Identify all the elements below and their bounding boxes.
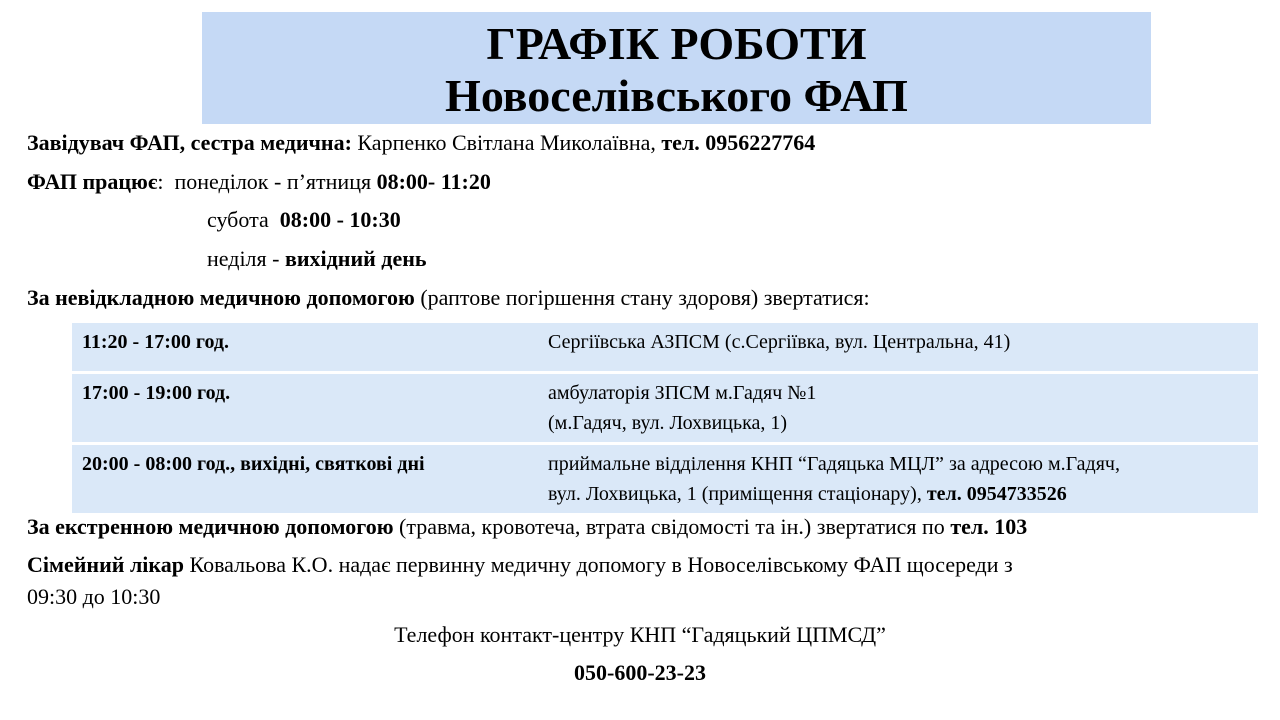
row-time: 11:20 - 17:00 год. (72, 323, 538, 371)
sunday-status: вихідний день (284, 246, 427, 271)
weekdays-hours: 08:00- 11:20 (376, 169, 491, 194)
row-place (538, 374, 1258, 442)
row-time: 20:00 - 08:00 год., вихідні, святкові дні (72, 445, 538, 513)
schedule-label: ФАП працює (27, 169, 158, 194)
saturday-hours: 08:00 - 10:30 (279, 207, 401, 232)
table-row (72, 374, 1258, 442)
family-doctor-text: Ковальова К.О. надає первинну медичну допомогу в Новоселівському ФАП щосереди з (189, 552, 1013, 577)
row-phone-label: тел. (926, 483, 962, 505)
row-phone: 0954733526 (966, 483, 1067, 505)
schedule-weekdays-line: ФАП працює: понеділок - п’ятниця 08:00- 11:20 (27, 169, 491, 194)
urgent-text: (раптове погіршення стану здоровя) звертатися: (420, 285, 870, 310)
table-row (72, 323, 1258, 371)
emergency-phone: тел. 103 (950, 514, 1028, 539)
row-place-line2-text: вул. Лохвицька, 1 (приміщення стаціонару), (548, 483, 922, 505)
row-place-line1: амбулаторія ЗПСМ м.Гадяч №1 (548, 382, 817, 404)
emergency-text: (травма, кровотеча, втрата свідомості та ін.) звертатися по (399, 514, 945, 539)
urgent-label: За невідкладною медичною допомогою (27, 285, 415, 310)
urgent-care-line (27, 285, 870, 311)
schedule-sunday-line (207, 246, 427, 272)
page-title-line1: ГРАФІК РОБОТИ (486, 18, 867, 69)
row-place-line1: приймальне відділення КНП “Гадяцька МЦЛ” за адресою м.Гадяч, (548, 453, 1120, 475)
row-place: Сергіївська АЗПСМ (с.Сергіївка, вул. Центральна, 41) (538, 323, 1258, 371)
page-title-line2: Новоселівського ФАП (445, 70, 908, 121)
schedule-saturday-line (207, 207, 401, 233)
contact-center-text: Телефон контакт-центру КНП “Гадяцький ЦПМСД” (394, 622, 886, 647)
row-time: 17:00 - 19:00 год. (72, 374, 538, 442)
weekdays-text: понеділок - п’ятниця (174, 169, 372, 194)
emergency-line (27, 514, 1027, 540)
contact-center-phone: 050-600-23-23 (574, 660, 706, 685)
manager-name: Карпенко Світлана Миколаївна, (357, 130, 656, 155)
sunday-text: неділя - (207, 246, 280, 271)
table-row (72, 445, 1258, 513)
family-doctor-line (27, 552, 1013, 578)
manager-label: Завідувач ФАП, сестра медична: (27, 130, 352, 155)
title-banner (202, 12, 1151, 124)
manager-line (27, 130, 815, 156)
row-place (538, 445, 1258, 513)
emergency-label: За екстренною медичною допомогою (27, 514, 394, 539)
saturday-text: субота (207, 207, 269, 232)
family-doctor-hours: 09:30 до 10:30 (27, 584, 161, 609)
manager-phone-label: тел. (661, 130, 700, 155)
family-doctor-label: Сімейний лікар (27, 552, 184, 577)
row-place-line2 (548, 479, 1248, 509)
urgent-schedule-table (72, 320, 1258, 516)
manager-phone: 0956227764 (705, 130, 816, 155)
row-place-line2: (м.Гадяч, вул. Лохвицька, 1) (548, 412, 788, 434)
